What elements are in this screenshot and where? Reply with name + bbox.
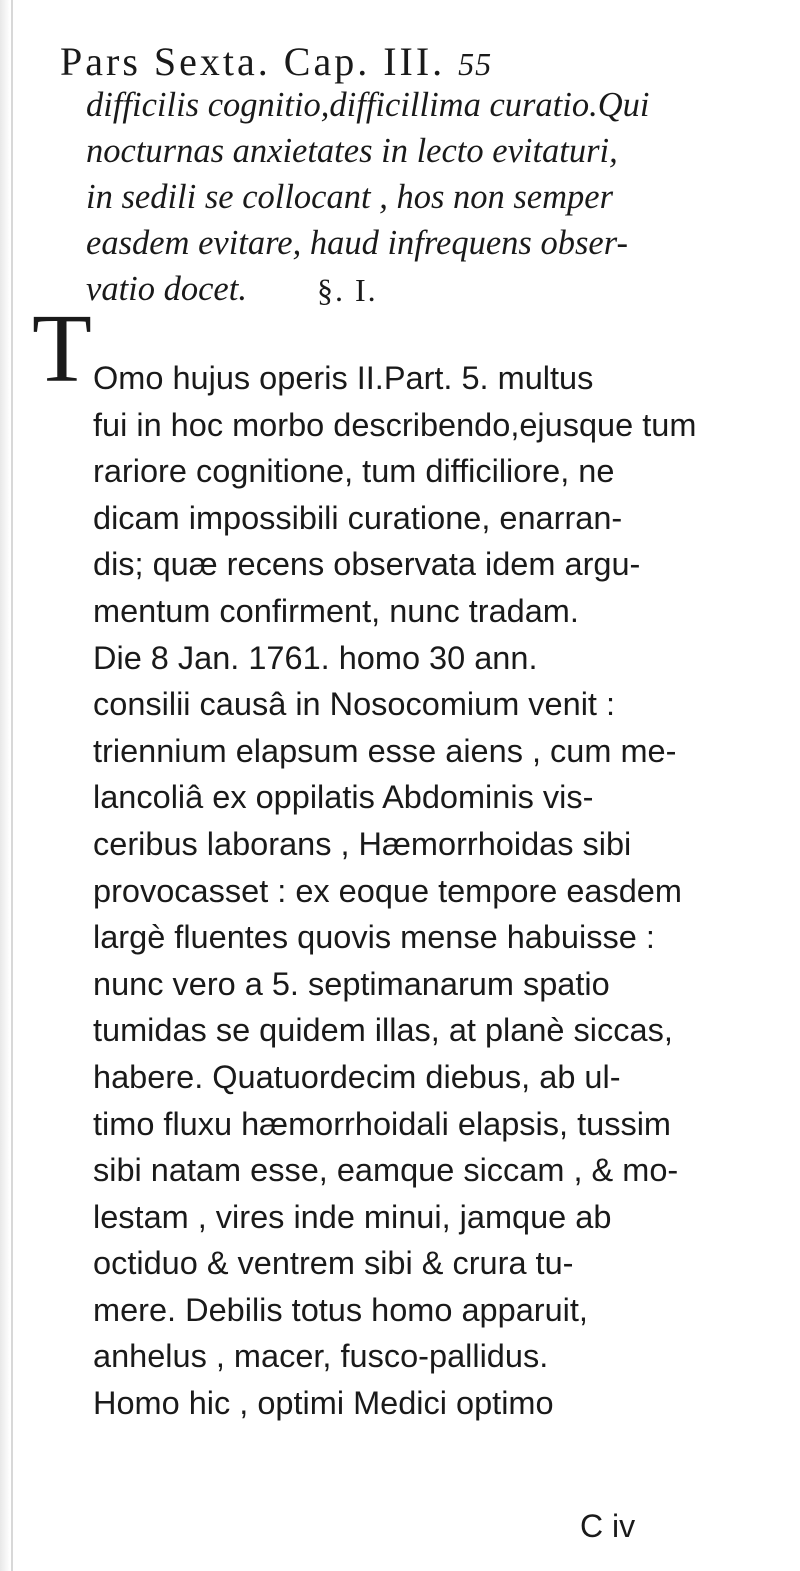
body-line: fui in hoc morbo describendo,ejusque tum xyxy=(93,406,697,443)
summary-line: vatio docet. xyxy=(86,270,247,308)
body-line: mentum confirment, nunc tradam. xyxy=(93,592,579,629)
body-line: dis; quæ recens observata idem argu- xyxy=(93,546,641,583)
body-line: habere. Quatuordecim diebus, ab ul- xyxy=(93,1058,621,1095)
section-heading: §. I. xyxy=(317,272,378,308)
body-line: lestam , vires inde minui, jamque ab xyxy=(93,1198,612,1235)
body-line: dicam impossibili curatione, enarran- xyxy=(93,499,623,536)
summary-line: in sedili se collocant , hos non semper xyxy=(86,178,614,216)
body-paragraphs xyxy=(93,355,793,1427)
body-line: mere. Debilis totus homo apparuit, xyxy=(93,1291,588,1328)
body-line: rariore cognitione, tum difficiliore, ne xyxy=(93,453,615,490)
body-line: octiduo & ventrem sibi & crura tu- xyxy=(93,1245,574,1282)
running-head-part: Pars Sexta. xyxy=(60,39,271,84)
body-line: timo fluxu hæmorrhoidali elapsis, tussim xyxy=(93,1105,671,1142)
drop-cap-initial: T xyxy=(32,295,92,403)
body-line: largè fluentes quovis mense habuisse : xyxy=(93,919,655,956)
signature-mark: C iv xyxy=(580,1508,636,1544)
body-line: triennium elapsum esse aiens , cum me- xyxy=(93,732,677,769)
body-line: consilii causâ in Nosocomium venit : xyxy=(93,686,616,723)
running-head-chapter: Cap. III. xyxy=(283,39,446,84)
body-line: Omo hujus operis II.Part. 5. multus xyxy=(93,360,594,396)
body-line: nunc vero a 5. septimanarum spatio xyxy=(93,965,610,1002)
body-line: ceribus laborans , Hæmorrhoidas sibi xyxy=(93,825,632,862)
summary-line: nocturnas anxietates in lecto evitaturi, xyxy=(86,132,618,170)
body-line: lancoliâ ex oppilatis Abdominis vis- xyxy=(93,779,594,816)
body-line: provocasset : ex eoque tempore easdem xyxy=(93,872,682,909)
body-line: tumidas se quidem illas, at planè siccas, xyxy=(93,1012,673,1049)
page-number: 55 xyxy=(458,46,493,82)
page-binding-edge xyxy=(0,0,10,1571)
body-line: Die 8 Jan. 1761. homo 30 ann. xyxy=(93,639,538,676)
body-line: sibi natam esse, eamque siccam , & mo- xyxy=(93,1152,679,1189)
summary-line: difficilis cognitio,difficillima curatio.Qui xyxy=(86,86,650,124)
chapter-summary xyxy=(86,82,766,312)
page-binding-line xyxy=(11,0,13,1571)
summary-line: easdem evitare, haud infrequens obser- xyxy=(86,224,628,262)
body-line: Homo hic , optimi Medici optimo xyxy=(93,1385,554,1422)
running-head xyxy=(60,38,492,85)
body-line: anhelus , macer, fusco-pallidus. xyxy=(93,1338,549,1375)
